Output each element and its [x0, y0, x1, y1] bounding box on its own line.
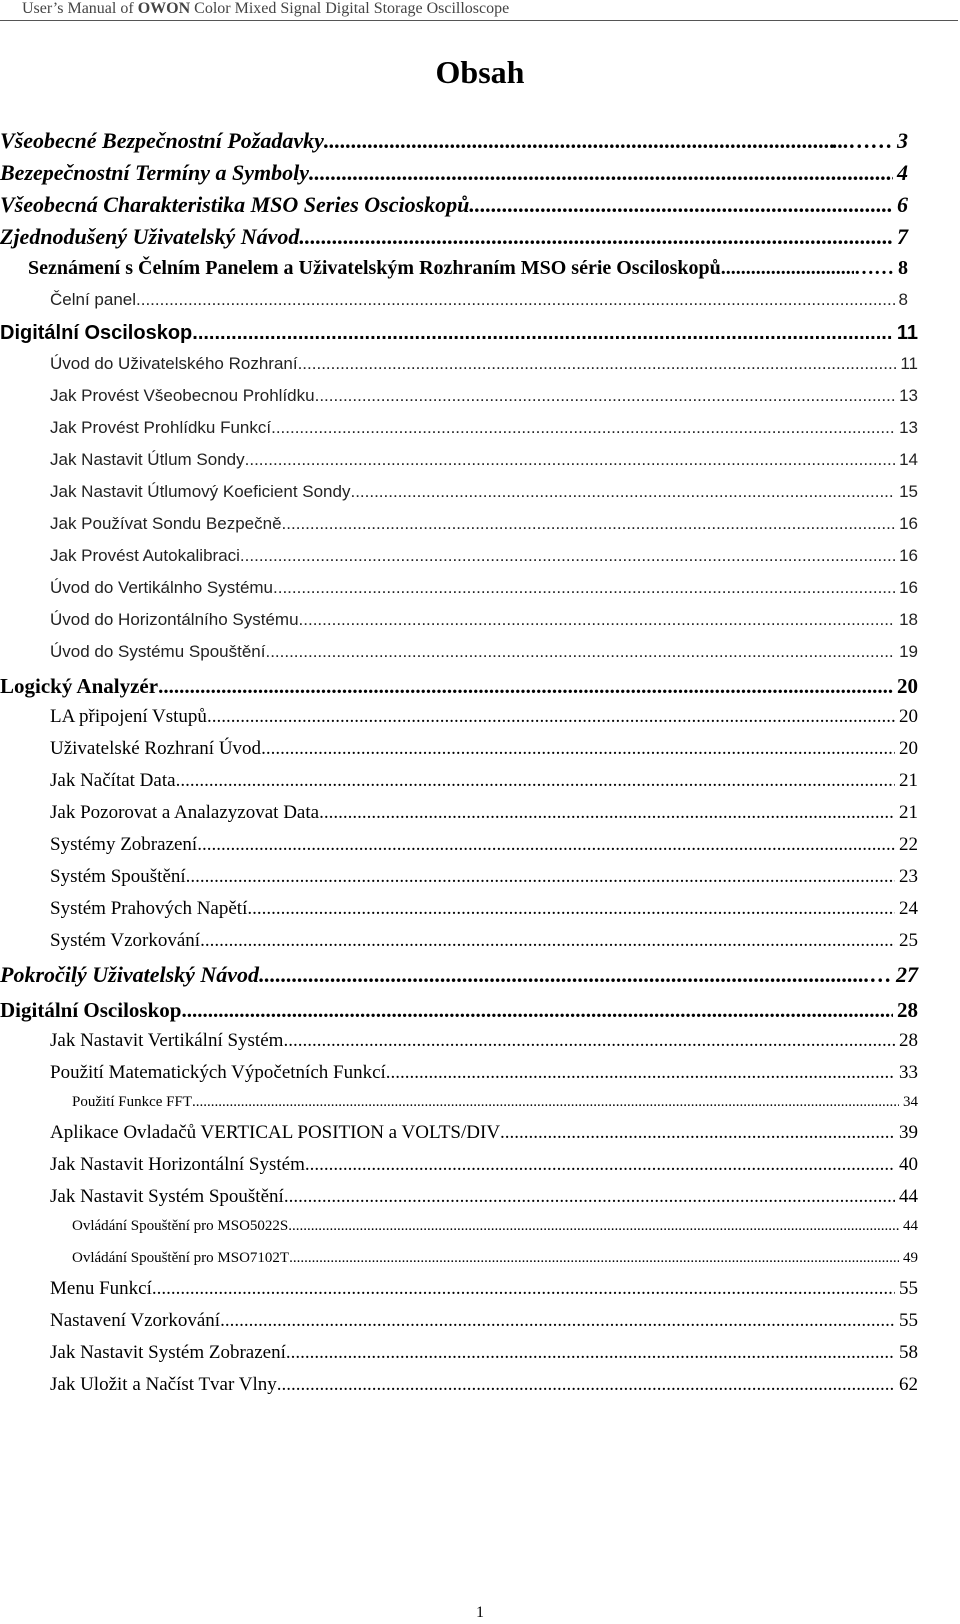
toc-entry-page: 39 [899, 1122, 918, 1143]
toc-leader-dots [309, 160, 893, 186]
toc-entry-label: Menu Funkcí [50, 1278, 152, 1299]
toc-leader-dots [283, 1030, 895, 1052]
toc-leader-dots [176, 770, 895, 792]
toc-entry-page: 8 [898, 290, 908, 309]
toc-entry[interactable] [72, 1218, 918, 1235]
toc-entry-label: Čelní panel [50, 290, 137, 309]
toc-entry-label: Jak Provést Všeobecnou Prohlídku [50, 386, 315, 405]
toc-leader-dots [245, 450, 895, 470]
toc-leader-dots [282, 514, 896, 534]
toc-leader-dots [273, 578, 895, 598]
toc-entry-label: Úvod do Systému Spouštění [50, 642, 266, 661]
toc-entry-label: Jak Nastavit Vertikální Systém [50, 1030, 284, 1051]
toc-entry-label: Ovládání Spouštění pro MSO5022S [72, 1218, 289, 1234]
toc-entry-page: 13 [899, 418, 918, 437]
toc-entry[interactable] [0, 674, 918, 699]
running-header [0, 0, 958, 21]
toc-entry-page: 55 [899, 1278, 918, 1299]
toc-entry-label: Nastavení Vzorkování [50, 1310, 221, 1331]
toc-entry-label: Ovládání Spouštění pro MSO7102T [72, 1250, 290, 1266]
toc-entry-page: 15 [899, 482, 918, 501]
toc-entry-label: Systém Vzorkování [50, 930, 201, 951]
toc-entry-page: 55 [899, 1310, 918, 1331]
toc-entry[interactable] [0, 160, 908, 186]
toc-entry-page: 16 [899, 546, 918, 565]
toc-entry[interactable] [50, 642, 918, 662]
toc-leader-dots [284, 1186, 895, 1208]
toc-entry[interactable] [50, 610, 918, 630]
toc-entry[interactable] [50, 1154, 918, 1176]
toc-entry[interactable] [50, 1310, 918, 1332]
toc-entry[interactable] [50, 738, 918, 760]
toc-entry[interactable] [72, 1250, 918, 1267]
toc-entry[interactable] [28, 257, 908, 280]
toc-entry-page: 40 [899, 1154, 918, 1175]
toc-entry-page: 16 [899, 578, 918, 597]
toc-entry[interactable] [50, 1122, 918, 1144]
toc-entry[interactable] [50, 546, 918, 566]
toc-leader-dots [286, 1342, 895, 1364]
toc-leader-dots [186, 866, 895, 888]
toc-entry[interactable] [50, 482, 918, 502]
toc-entry[interactable] [50, 578, 918, 598]
toc-entry[interactable] [50, 706, 918, 728]
toc-leader-dots [324, 128, 833, 154]
toc-leader-dots [192, 322, 893, 345]
toc-entry-page: 25 [899, 930, 918, 951]
header-suffix: Color Mixed Signal Digital Storage Oscilloscope [190, 0, 510, 17]
toc-entry-page: 58 [899, 1342, 918, 1363]
page-number: 1 [476, 1604, 484, 1621]
toc-entry-label: Jak Načítat Data [50, 770, 176, 791]
toc-entry-label: Jak Provést Prohlídku Funkcí [50, 418, 272, 437]
toc-leader-dots [277, 1374, 895, 1396]
toc-entry-label: Uživatelské Rozhraní Úvod [50, 738, 262, 759]
header-brand: OWON [137, 0, 191, 17]
toc-entry-label: Digitální Osciloskop [0, 998, 182, 1022]
toc-entry-page: 7 [897, 224, 908, 249]
toc-entry[interactable] [50, 1062, 918, 1084]
header-prefix: User’s Manual of [22, 0, 138, 17]
toc-entry[interactable] [50, 1030, 918, 1052]
toc-entry[interactable] [50, 290, 908, 310]
toc-entry-page: 14 [899, 450, 918, 469]
toc-entry[interactable] [72, 1094, 918, 1111]
toc-entry-page: 34 [903, 1094, 918, 1110]
toc-leader-dots [181, 998, 893, 1023]
toc-entry-label: Systém Prahových Napětí [50, 898, 248, 919]
toc-entry[interactable] [50, 1186, 918, 1208]
toc-entry-page: 18 [899, 610, 918, 629]
toc-entry[interactable] [0, 322, 918, 345]
toc-entry-page: 27 [896, 962, 918, 987]
toc-entry-page: 44 [899, 1186, 918, 1207]
toc-entry-label: Úvod do Horizontálního Systému [50, 610, 299, 629]
toc-entry[interactable] [50, 418, 918, 438]
toc-entry-page: 28 [897, 998, 918, 1022]
toc-entry-label: Všeobecné Bezpečnostní Požadavky [0, 128, 324, 153]
toc-entry-page: 16 [899, 514, 918, 533]
toc-entry-ellipsis: …… [854, 257, 894, 279]
toc-entry-page: 3 [897, 128, 908, 153]
toc-leader-dots [192, 1094, 899, 1111]
header-text [22, 0, 509, 18]
toc-entry[interactable] [50, 930, 918, 952]
toc-entry-label: Pokročilý Uživatelský Návod [0, 962, 260, 987]
toc-entry[interactable] [50, 898, 918, 920]
toc-entry-page: 33 [899, 1062, 918, 1083]
toc-entry-label: Použití Funkce FFT [72, 1094, 193, 1110]
toc-entry-page: 28 [899, 1030, 918, 1051]
toc-leader-dots [721, 257, 854, 280]
toc-leader-dots [315, 386, 895, 406]
toc-entry[interactable] [50, 770, 918, 792]
toc-entry-page: 8 [898, 257, 908, 279]
toc-entry-page: 21 [899, 802, 918, 823]
toc-entry-page: 44 [903, 1218, 918, 1234]
toc-entry-label: Aplikace Ovladačů VERTICAL POSITION a VOLTS/DIV [50, 1122, 501, 1143]
toc-entry[interactable] [50, 386, 918, 406]
toc-leader-dots [247, 898, 895, 920]
toc-entry[interactable] [50, 514, 918, 534]
toc-entry-label: Bezepečnostní Termíny a Symboly [0, 160, 310, 185]
toc-entry-label: Jak Používat Sondu Bezpečně [50, 514, 282, 533]
toc-entry-label: Zjednodušený Uživatelský Návod [0, 224, 300, 249]
toc-leader-dots [207, 706, 895, 728]
toc-entry[interactable] [50, 802, 918, 824]
toc-entry-label: Jak Pozorovat a Analazyzovat Data [50, 802, 320, 823]
toc-leader-dots [271, 418, 895, 438]
toc-entry[interactable] [50, 1278, 918, 1300]
toc-entry[interactable] [50, 834, 918, 856]
toc-leader-dots [319, 802, 895, 824]
toc-leader-dots [152, 1278, 895, 1300]
toc-entry-label: Použití Matematických Výpočetních Funkcí [50, 1062, 386, 1083]
toc-leader-dots [220, 1310, 895, 1332]
toc-entry-page: 13 [899, 386, 918, 405]
toc-entry-page: 6 [897, 192, 908, 217]
toc-leader-dots [475, 192, 893, 218]
toc-entry[interactable] [0, 128, 908, 154]
toc-entry-label: Jak Nastavit Útlumový Koeficient Sondy [50, 482, 351, 501]
toc-entry[interactable] [50, 450, 918, 470]
toc-leader-dots [299, 610, 896, 630]
toc-leader-dots [240, 546, 895, 566]
toc-entry[interactable] [50, 866, 918, 888]
toc-leader-dots [259, 962, 870, 988]
toc-entry-label: Jak Provést Autokalibraci [50, 546, 240, 565]
toc-entry-page: 11 [896, 322, 918, 344]
toc-leader-dots [386, 1062, 895, 1084]
toc-entry-label: Systémy Zobrazení [50, 834, 198, 855]
toc-entry[interactable] [0, 224, 908, 250]
toc-entry-ellipsis: … [870, 962, 892, 987]
toc-entry-label: Systém Spouštění [50, 866, 186, 887]
toc-entry[interactable] [50, 1342, 918, 1364]
toc-entry-label: Úvod do Uživatelského Rozhraní [50, 354, 298, 373]
toc-entry-page: 24 [899, 898, 918, 919]
toc-entry-page: 22 [899, 834, 918, 855]
toc-entry-page: 20 [899, 738, 918, 759]
toc-entry-label: Jak Nastavit Systém Spouštění [50, 1186, 284, 1207]
toc-entry-label: Seznámení s Čelním Panelem a Uživatelským Rozhraním MSO série Osciloskopů [28, 257, 721, 279]
toc-entry[interactable] [0, 192, 908, 218]
toc-entry-page: 11 [900, 354, 918, 373]
toc-leader-dots [289, 1250, 899, 1267]
toc-leader-dots [299, 224, 893, 250]
toc-entry-label: LA připojení Vstupů [50, 706, 207, 727]
toc-leader-dots [305, 1154, 895, 1176]
toc-leader-dots [350, 482, 895, 502]
toc-entry-page: 20 [897, 674, 918, 698]
toc-leader-dots [265, 642, 895, 662]
toc-entry-label: Všeobecná Charakteristika MSO Series Oscioskopů. [0, 192, 475, 217]
toc-leader-dots [158, 674, 893, 699]
toc-entry-page: 49 [903, 1250, 918, 1266]
toc-entry-label: Jak Nastavit Horizontální Systém [50, 1154, 305, 1175]
toc-entry[interactable] [0, 998, 918, 1023]
toc-entry[interactable] [50, 1374, 918, 1396]
toc-leader-dots [261, 738, 895, 760]
toc-entry-page: 21 [899, 770, 918, 791]
toc-entry-label: Jak Nastavit Útlum Sondy [50, 450, 245, 469]
toc-entry-label: Jak Uložit a Načíst Tvar Vlny [50, 1374, 277, 1395]
toc-leader-dots [200, 930, 895, 952]
toc-leader-dots [500, 1122, 895, 1144]
toc-entry-page: 62 [899, 1374, 918, 1395]
toc-entry-label: Digitální Osciloskop [0, 322, 193, 344]
toc-entry[interactable] [0, 962, 918, 988]
toc-entry-label: Jak Nastavit Systém Zobrazení [50, 1342, 286, 1363]
toc-leader-dots [288, 1218, 899, 1235]
toc-entry-page: 20 [899, 706, 918, 727]
toc-leader-dots [136, 290, 895, 310]
toc-entry-page: 23 [899, 866, 918, 887]
toc-entry-ellipsis: ...…… [832, 128, 893, 153]
page-title: Obsah [435, 54, 525, 90]
toc-leader-dots [298, 354, 897, 374]
toc-leader-dots [197, 834, 895, 856]
toc-entry-page: 19 [899, 642, 918, 661]
toc-entry[interactable] [50, 354, 918, 374]
toc-entry-label: Úvod do Vertikálnho Systému [50, 578, 274, 597]
toc-entry-label: Logický Analyzér [0, 674, 159, 698]
toc-entry-page: 4 [897, 160, 908, 185]
